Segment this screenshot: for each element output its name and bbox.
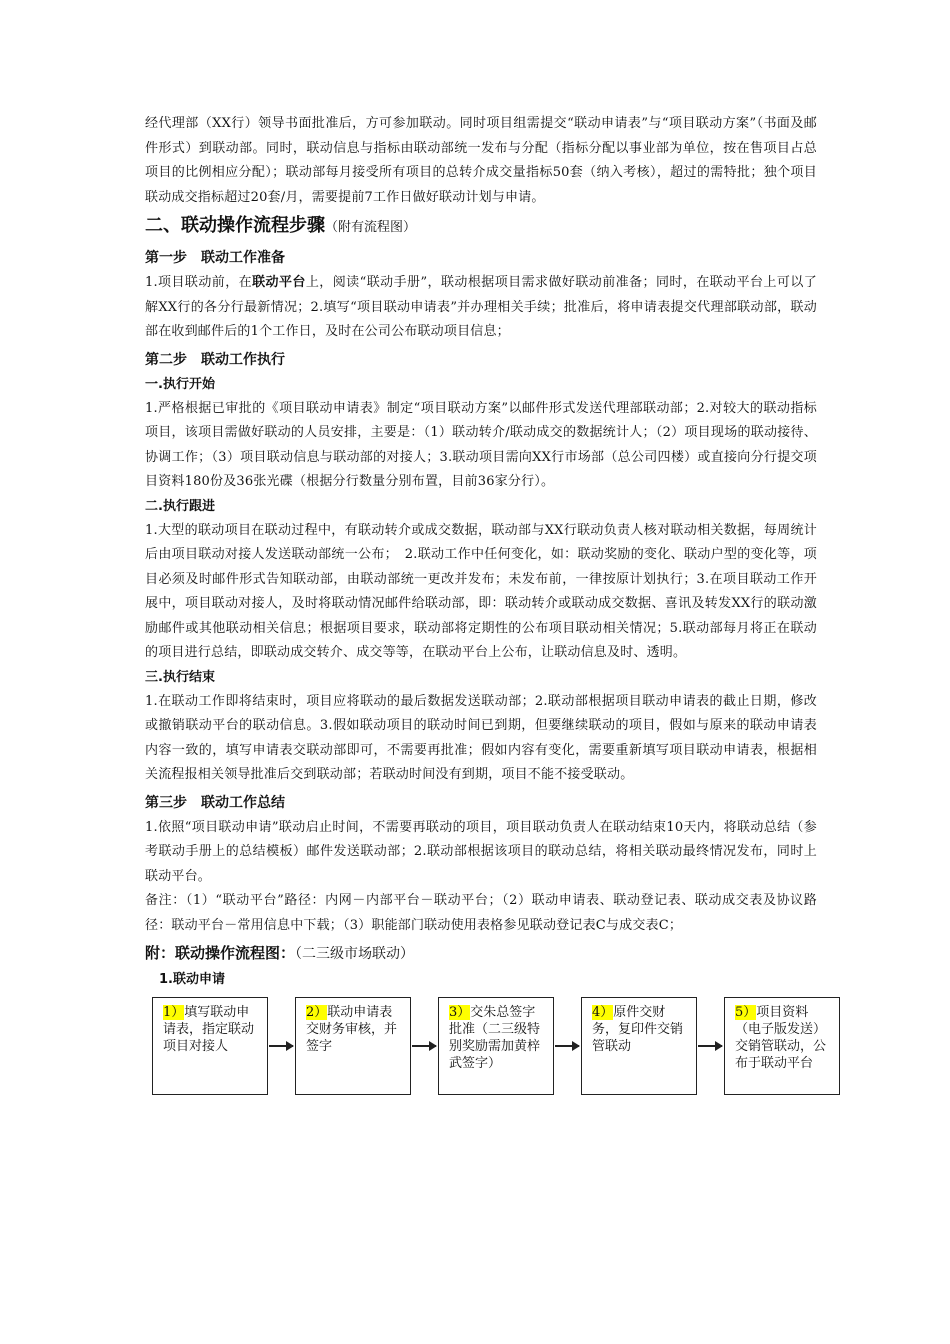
- flow-box-5: [724, 997, 840, 1095]
- step3-paragraph: 1.依照“项目联动申请”联动启止时间，不需要再联动的项目，项目联动负责人在联动结束10天内，将联动总结（参考联动手册上的总结模板）邮件发送联动部；2.联动部根据该项目的联动总结，将相关联动最终情况发布，同时上联动平台。: [145, 819, 817, 884]
- appendix-heading: [145, 940, 817, 967]
- step2-sub1-heading: 一.执行开始: [145, 376, 215, 392]
- flow-box-number: 4）: [592, 1005, 614, 1020]
- flow-box-text: 交朱总签字批准（二三级特别奖励需加黄梓武签字）: [449, 1005, 541, 1071]
- section-heading: [145, 211, 817, 243]
- remark-paragraph: 备注：（1）“联动平台”路径：内网－内部平台－联动平台；（2）联动申请表、联动登记表、联动成交表及协议路径：联动平台－常用信息中下载；（3）职能部门联动使用表格参见联动登记表C与成交表C；: [145, 893, 817, 933]
- flow-box-number: 2）: [306, 1005, 328, 1020]
- step1-text-end: 上，阅读“联动手册”，联动根据项目需求做好联动前准备；同时，在联动平台上可以了解XX行的各分行最新情况；2.填写“项目联动申请表”并办理相关手续；批准后，将申请表提交代理部联动部，联动部在收到邮件后的1个工作日，及时在公司公布联动项目信息；: [145, 275, 817, 339]
- flow-arrow: [698, 1045, 722, 1047]
- flow-arrow: [555, 1045, 579, 1047]
- flow-box-text: 原件交财务，复印件交销管联动: [592, 1005, 684, 1054]
- flow-title: 1.联动申请: [159, 972, 225, 987]
- flow-box-1: [152, 997, 268, 1095]
- step2-sub3-heading: 三.执行结束: [145, 669, 215, 685]
- flow-arrow: [412, 1045, 436, 1047]
- intro-paragraph: 经代理部（XX行）领导书面批准后，方可参加联动。同时项目组需提交“联动申请表”与“项目联动方案”（书面及邮件形式）到联动部。同时，联动信息与指标由联动部统一发布与分配（指标分配以事业部为单位，按在售项目占总项目的比例相应分配）；联动部每月接受所有项目的总转介成交量指标50套（纳入考核），超过的需特批；独个项目联动成交指标超过20套/月，需要提前7工作日做好联动计划与申请。: [145, 116, 817, 205]
- flow-arrow: [269, 1045, 293, 1047]
- step2-sub3-paragraph: 1.在联动工作即将结束时，项目应将联动的最后数据发送联动部；2.联动部根据项目联动申请表的截止日期，修改或撤销联动平台的联动信息。3.假如联动项目的联动时间已到期，但要继续联动的项目，假如与原来的联动申请表内容一致的，填写申请表交联动部即可，不需要再批准；假如内容有变化，需要重新填写项目联动申请表，根据相关流程报相关领导批准后交到联动部；若联动时间没有到期，项目不能不接受联动。: [145, 693, 817, 782]
- flow-box-3: [438, 997, 554, 1095]
- flow-box-2: [295, 997, 411, 1095]
- step2-sub2-paragraph: 1.大型的联动项目在联动过程中，有联动转介或成交数据，联动部与XX行联动负责人核对联动相关数据，每周统计后由项目联动对接人发送联动部统一公布； 2.联动工作中任何变化，如：联动奖励的变化、联动户型的变化等，项目必须及时邮件形式告知联动部，由联动部统一更改并发布；未发布前，一律按原计划执行；3.在项目联动工作开展中，项目联动对接人，及时将联动情况邮件给联动部，即：联动转介或联动成交数据、喜讯及转发XX行的联动激励邮件或其他联动相关信息；根据项目要求，联动部将定期性的公布项目联动相关情况；5.联动部每月将正在联动的项目进行总结，即联动成交转介、成交等等，在联动平台上公布，让联动信息及时、透明。: [145, 522, 817, 660]
- flow-box-text: 填写联动申请表，指定联动项目对接人: [163, 1005, 255, 1054]
- step1-text-start: 1.项目联动前，在: [145, 275, 253, 290]
- flow-box-number: 5）: [735, 1005, 757, 1020]
- section-title: 二、联动操作流程步骤: [145, 215, 325, 236]
- step1-heading: 第一步 联动工作准备: [145, 250, 285, 266]
- flow-box-text: 联动申请表交财务审核，并签字: [306, 1005, 398, 1054]
- step2-sub2-heading: 二.执行跟进: [145, 498, 215, 514]
- appendix-note: （二三级市场联动）: [295, 946, 415, 962]
- step3-heading: 第三步 联动工作总结: [145, 794, 285, 811]
- appendix-title: 附：联动操作流程图：: [145, 944, 296, 962]
- flow-box-number: 3）: [449, 1005, 471, 1020]
- section-note: （附有流程图）: [325, 220, 417, 235]
- flow-box-text: 项目资料（电子版发送）交销管联动，公布于联动平台: [735, 1005, 827, 1071]
- step2-heading: 第二步 联动工作执行: [145, 351, 285, 368]
- document-body: [145, 112, 827, 1109]
- flow-box-4: [581, 997, 697, 1095]
- step2-sub1-paragraph: 1.严格根据已审批的《项目联动申请表》制定“项目联动方案”以邮件形式发送代理部联动部；2.对较大的联动指标项目，该项目需做好联动的人员安排，主要是：（1）联动转介/联动成交的数据统计人；（2）项目现场的联动接待、协调工作；（3）项目联动信息与联动部的对接人；3.联动项目需向XX行市场部（总公司四楼）或直接向分行提交项目资料180份及36张光碟（根据分行数量分别布置，目前36家分行）。: [145, 400, 817, 489]
- step1-bold-term: 联动平台: [252, 275, 306, 290]
- flowchart: [145, 997, 827, 1109]
- step1-paragraph: [145, 271, 817, 345]
- flow-box-number: 1）: [163, 1005, 185, 1020]
